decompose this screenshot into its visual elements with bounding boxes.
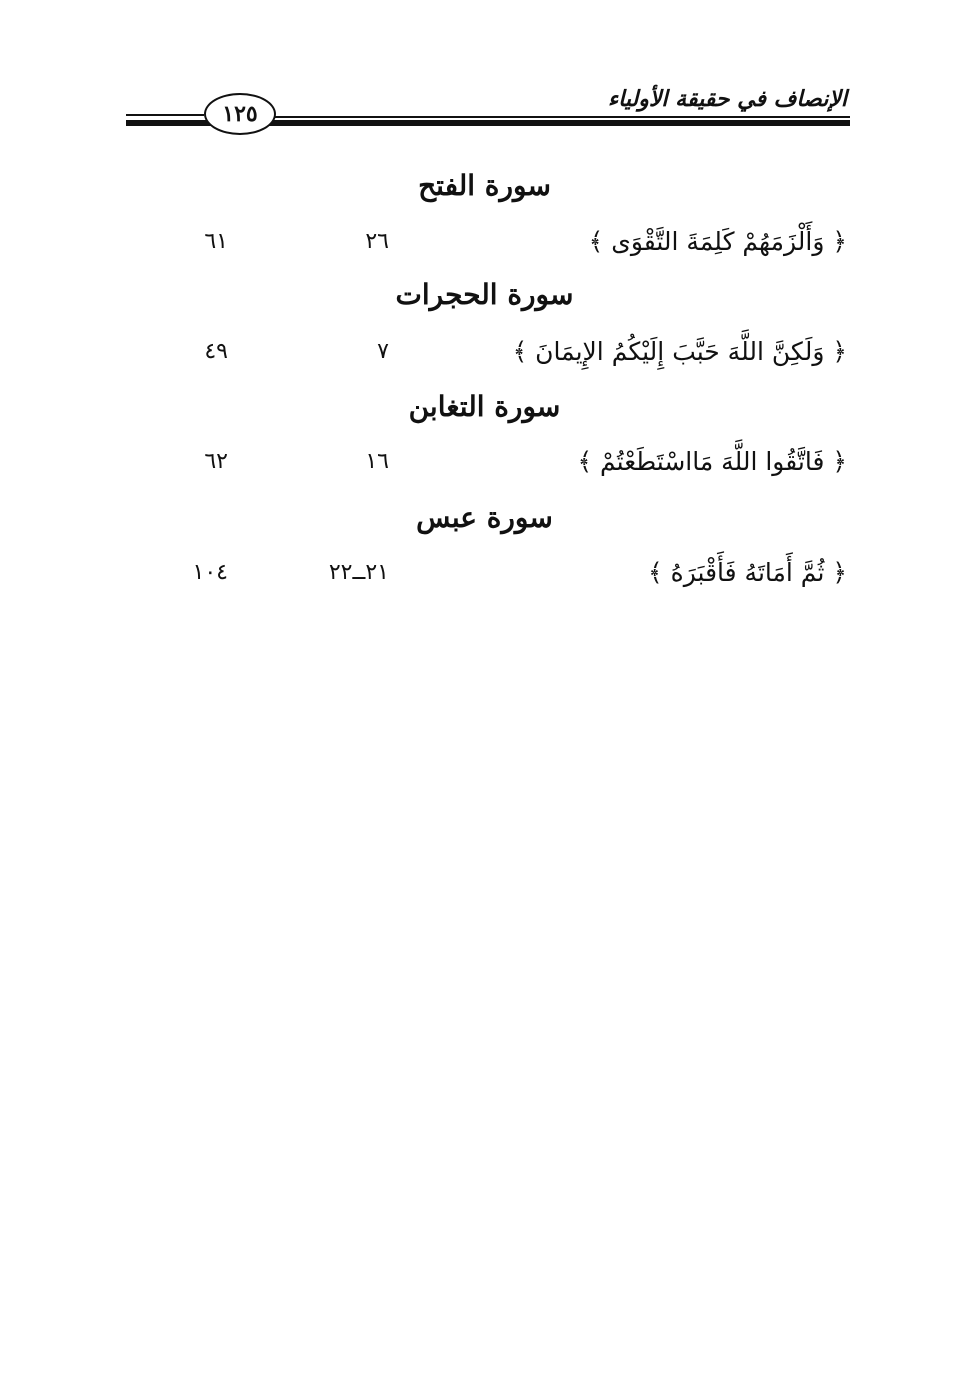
header-rule-thin-left — [126, 114, 204, 116]
verse-number: ٢٦ — [365, 229, 389, 254]
surah-heading: سورة التغابن — [408, 390, 561, 423]
page-number-oval — [204, 93, 276, 135]
surah-heading: سورة الحجرات — [395, 278, 574, 311]
page-reference: ٦١ — [204, 229, 228, 254]
page-number: ١٢٥ — [222, 101, 258, 127]
verse-row — [0, 332, 969, 372]
verse-row — [0, 553, 969, 593]
verse-text: ﴿ وَأَلْزَمَهُمْ كَلِمَةَ التَّقْوَى ﴾ — [588, 227, 847, 256]
verse-text: ﴿ وَلَكِنَّ اللَّهَ حَبَّبَ إِلَيْكُمُ الإِيمَانَ ﴾ — [512, 337, 847, 366]
page-reference: ٤٩ — [204, 339, 228, 364]
surah-heading: سورة الفتح — [418, 169, 551, 202]
verse-number: ١٦ — [365, 449, 389, 474]
verse-row — [0, 222, 969, 262]
page-reference: ١٠٤ — [192, 560, 228, 585]
verse-text: ﴿ فَاتَّقُوا اللَّهَ مَااسْتَطَعْتُمْ ﴾ — [577, 447, 847, 476]
surah-heading: سورة عبس — [416, 501, 553, 534]
running-title: الإنصاف في حقيقة الأولياء — [607, 86, 847, 112]
verse-number: ٧ — [377, 339, 389, 364]
verse-number: ٢١ــ٢٢ — [328, 560, 389, 585]
verse-row — [0, 442, 969, 482]
verse-text: ﴿ ثُمَّ أَمَاتَهُ فَأَقْبَرَهُ ﴾ — [648, 558, 847, 587]
page-reference: ٦٢ — [204, 449, 228, 474]
header-rule-thin — [272, 116, 850, 118]
